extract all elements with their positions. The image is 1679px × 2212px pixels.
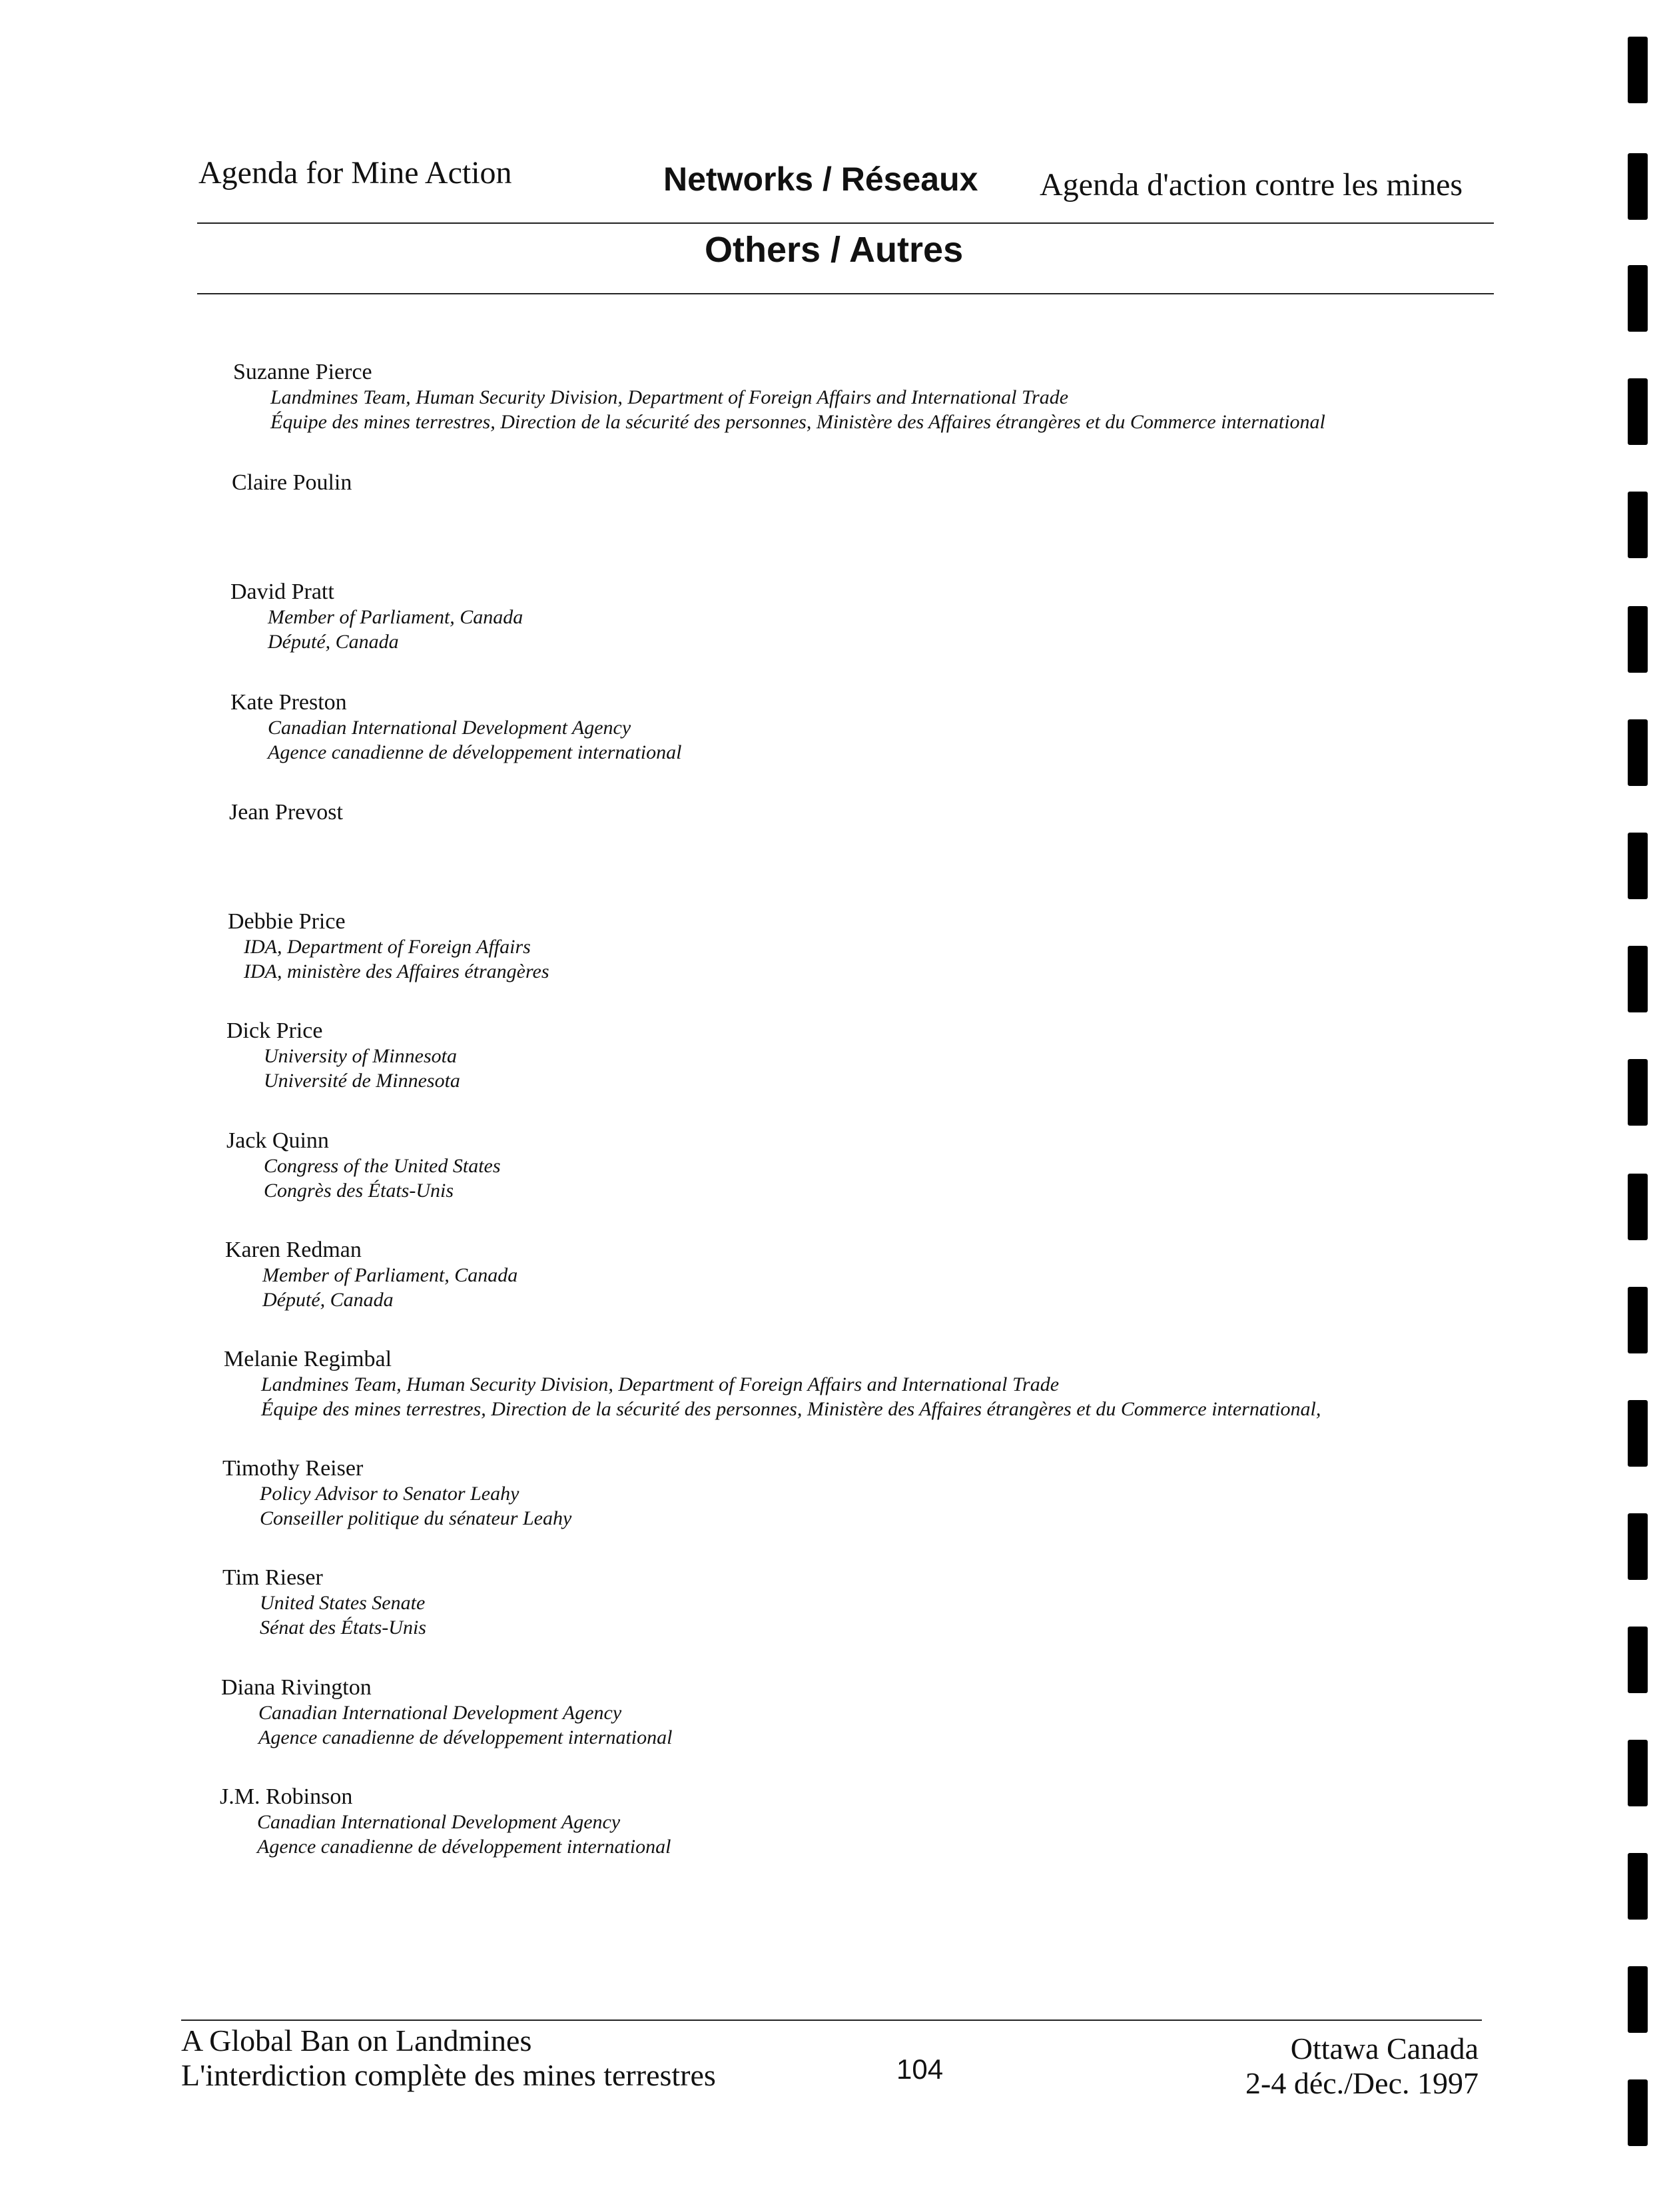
entry-name: Dick Price bbox=[226, 1018, 323, 1043]
entry-affiliation: Congress of the United States bbox=[264, 1155, 501, 1177]
entry-affiliation: Canadian International Development Agency bbox=[257, 1811, 621, 1833]
entry-name: Karen Redman bbox=[225, 1238, 362, 1262]
binding-mark bbox=[1628, 1740, 1648, 1806]
binding-mark bbox=[1628, 378, 1648, 445]
entry-name: Suzanne Pierce bbox=[233, 360, 372, 384]
binding-mark bbox=[1628, 2079, 1648, 2146]
list-item bbox=[226, 1128, 501, 1203]
binding-mark bbox=[1628, 153, 1648, 220]
list-item bbox=[220, 1784, 671, 1859]
footer-right bbox=[1199, 2031, 1479, 2101]
list-item bbox=[224, 1347, 1321, 1421]
entry-name: Claire Poulin bbox=[232, 470, 352, 495]
binding-mark bbox=[1628, 1059, 1648, 1126]
entry-affiliation: Congrès des États-Unis bbox=[264, 1180, 454, 1202]
footer-title-en: A Global Ban on Landmines bbox=[181, 2024, 532, 2057]
entry-affiliation: Landmines Team, Human Security Division, Department of Foreign Affairs and International Trade bbox=[270, 386, 1069, 408]
footer-left bbox=[181, 2024, 716, 2093]
list-item bbox=[228, 909, 549, 984]
entry-name: Melanie Regimbal bbox=[224, 1347, 392, 1371]
binding-mark bbox=[1628, 492, 1648, 558]
list-item bbox=[221, 1675, 672, 1750]
entry-name: Diana Rivington bbox=[221, 1675, 372, 1700]
binding-mark bbox=[1628, 1627, 1648, 1693]
entry-affiliation: Député, Canada bbox=[262, 1289, 394, 1311]
list-item bbox=[222, 1565, 426, 1640]
page-number: 104 bbox=[896, 2053, 944, 2085]
header-left-title: Agenda for Mine Action bbox=[198, 155, 512, 190]
list-item bbox=[222, 1456, 571, 1531]
binding-mark bbox=[1628, 265, 1648, 332]
entry-name: J.M. Robinson bbox=[220, 1784, 353, 1809]
header-rule bbox=[197, 222, 1494, 224]
binding-mark bbox=[1628, 37, 1648, 103]
binding-mark bbox=[1628, 1966, 1648, 2033]
entry-affiliation: Member of Parliament, Canada bbox=[262, 1264, 518, 1286]
binding-mark bbox=[1628, 946, 1648, 1012]
binding-mark bbox=[1628, 719, 1648, 786]
entry-affiliation: Député, Canada bbox=[268, 631, 399, 653]
entry-affiliation: Canadian International Development Agency bbox=[268, 717, 631, 739]
binding-mark bbox=[1628, 1853, 1648, 1920]
binding-mark bbox=[1628, 1513, 1648, 1580]
entry-name: Jack Quinn bbox=[226, 1128, 329, 1153]
list-item bbox=[225, 1238, 517, 1312]
entry-affiliation: Policy Advisor to Senator Leahy bbox=[260, 1483, 519, 1505]
page-subtitle: Others / Autres bbox=[705, 230, 964, 270]
footer-dates: 2-4 déc./Dec. 1997 bbox=[1245, 2066, 1479, 2100]
entry-name: Kate Preston bbox=[230, 690, 347, 715]
entry-affiliation: Landmines Team, Human Security Division, Department of Foreign Affairs and International Trade bbox=[261, 1373, 1060, 1395]
entry-name: David Pratt bbox=[230, 579, 334, 604]
entry-affiliation: IDA, ministère des Affaires étrangères bbox=[244, 960, 549, 982]
footer-location: Ottawa Canada bbox=[1290, 2031, 1479, 2065]
binding-mark bbox=[1628, 1174, 1648, 1240]
entry-affiliation: Agence canadienne de développement international bbox=[257, 1836, 671, 1858]
entry-affiliation: Équipe des mines terrestres, Direction de la sécurité des personnes, Ministère des Affaires étrangères et du Commerce international bbox=[270, 411, 1325, 433]
list-item bbox=[226, 1018, 460, 1093]
entry-affiliation: United States Senate bbox=[260, 1592, 426, 1614]
list-item bbox=[233, 360, 1325, 434]
entry-affiliation: IDA, Department of Foreign Affairs bbox=[244, 936, 531, 958]
binding-mark bbox=[1628, 606, 1648, 673]
entry-affiliation: Agence canadienne de développement international bbox=[258, 1726, 673, 1748]
entry-affiliation: Équipe des mines terrestres, Direction de la sécurité des personnes, Ministère des Affaires étrangères et du Commerce international, bbox=[261, 1398, 1321, 1420]
entry-name: Jean Prevost bbox=[229, 800, 343, 825]
list-item bbox=[230, 690, 681, 765]
binding-mark bbox=[1628, 1287, 1648, 1353]
entry-affiliation: Agence canadienne de développement international bbox=[268, 741, 682, 763]
header-right-title: Agenda d'action contre les mines bbox=[1040, 167, 1463, 202]
entry-name: Tim Rieser bbox=[222, 1565, 323, 1590]
list-item bbox=[230, 579, 523, 654]
footer-rule bbox=[181, 2020, 1482, 2021]
binding-mark bbox=[1628, 1400, 1648, 1467]
entry-name: Debbie Price bbox=[228, 909, 346, 934]
entry-affiliation: University of Minnesota bbox=[264, 1045, 457, 1067]
entry-affiliation: Member of Parliament, Canada bbox=[268, 606, 523, 628]
entry-affiliation: Sénat des États-Unis bbox=[260, 1617, 426, 1639]
entry-name: Timothy Reiser bbox=[222, 1456, 364, 1481]
list-item bbox=[232, 470, 352, 496]
entry-affiliation: Conseiller politique du sénateur Leahy bbox=[260, 1507, 572, 1529]
entry-affiliation: Université de Minnesota bbox=[264, 1070, 460, 1092]
header-section-title: Networks / Réseaux bbox=[663, 161, 978, 198]
footer-title-fr: L'interdiction complète des mines terrestres bbox=[181, 2058, 716, 2092]
list-item bbox=[229, 800, 343, 825]
binding-mark bbox=[1628, 833, 1648, 899]
entry-affiliation: Canadian International Development Agency bbox=[258, 1702, 622, 1724]
subtitle-rule bbox=[197, 293, 1494, 294]
